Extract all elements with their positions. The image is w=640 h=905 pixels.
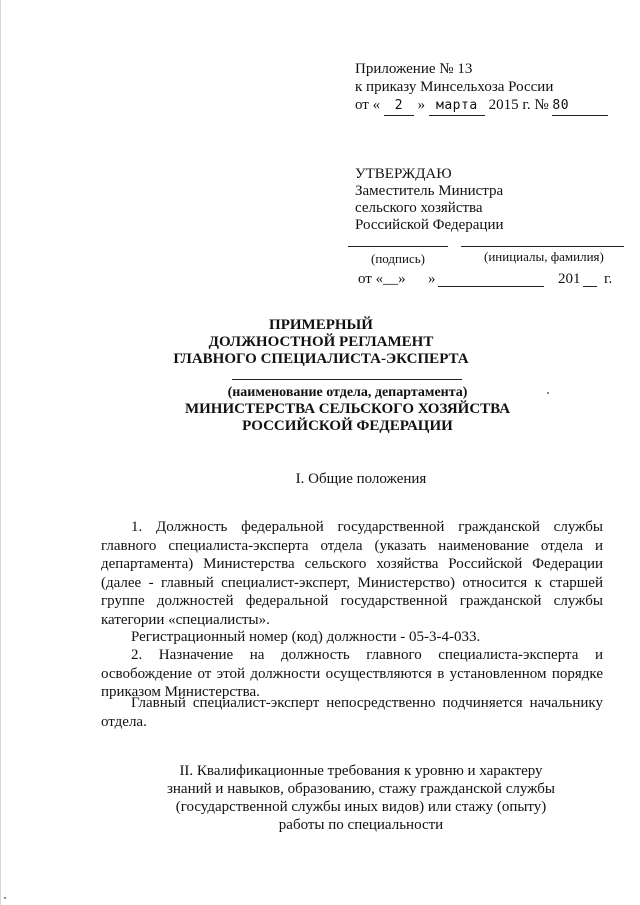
appendix-ot: от « <box>355 97 381 113</box>
section-1-paragraph-4: Главный специалист-эксперт непосредственно подчиняется начальнику отдела. <box>101 695 603 730</box>
section-1-paragraph-1: 1. Должность федеральной государственной гражданской службы главного специалиста-эксперта отдела (указать наименование отдела и департамента) Министерства сельского хозяйства Российской Федерации (далее - главный специалист-эксперт, Министерство) относится к старшей группе должностей федеральной государственной гражданской службы категории «специалисты». <box>101 519 603 628</box>
section-2-heading-2: знаний и навыков, образованию, стажу гражданской службы <box>166 781 556 797</box>
section-2-heading-3: (государственной службы иных видов) или стажу (опыту) <box>175 799 547 815</box>
section-2-heading-1: II. Квалификационные требования к уровню и характеру <box>179 763 543 779</box>
appendix-day: 2 <box>384 97 414 116</box>
section-1-paragraph-3: 2. Назначение на должность главного специалиста-эксперта и освобождение от этой должности осуществляются в установленном порядке приказом Министерства. <box>101 647 603 701</box>
section-1-paragraph-2: Регистрационный номер (код) должности - 05-3-4-033. <box>131 629 481 645</box>
appendix-month: марта <box>429 97 485 116</box>
approve-date-year: 201 <box>558 271 581 287</box>
doc-title-3: ГЛАВНОГО СПЕЦИАЛИСТА-ЭКСПЕРТА <box>173 351 469 367</box>
doc-title-1: ПРИМЕРНЫЙ <box>269 317 373 333</box>
approve-date-g: г. <box>604 271 613 287</box>
approve-date-ot: от «__» <box>358 271 406 287</box>
approve-position-3: Российской Федерации <box>355 217 504 233</box>
signature-caption: (подпись) <box>371 251 425 266</box>
approve-month-line <box>438 286 544 287</box>
appendix-order: к приказу Минсельхоза России <box>355 79 554 95</box>
name-line <box>461 246 624 247</box>
approve-date-close: » <box>428 271 436 287</box>
approve-title: УТВЕРЖДАЮ <box>355 166 452 182</box>
approve-position-2: сельского хозяйства <box>355 200 483 216</box>
approve-year-line <box>583 286 597 287</box>
appendix-year: 2015 г. № <box>488 97 549 113</box>
ministry-name-2: РОССИЙСКОЙ ФЕДЕРАЦИИ <box>242 418 453 434</box>
department-line <box>232 379 462 380</box>
signature-line <box>348 246 448 247</box>
appendix-order-number: 80 <box>552 97 608 116</box>
scan-speck <box>547 392 549 394</box>
appendix-close-quote: » <box>417 97 426 113</box>
section-1-heading: I. Общие положения <box>295 471 427 487</box>
section-2-heading-4: работы по специальности <box>278 817 444 833</box>
department-caption: (наименование отдела, департамента) <box>227 385 468 400</box>
name-caption: (инициалы, фамилия) <box>484 249 604 264</box>
appendix-date-line <box>355 96 608 116</box>
ministry-name-1: МИНИСТЕРСТВА СЕЛЬСКОГО ХОЗЯЙСТВА <box>184 401 511 417</box>
approve-position-1: Заместитель Министра <box>355 183 504 199</box>
scan-speck-2 <box>4 897 6 899</box>
appendix-number: Приложение № 13 <box>355 61 473 77</box>
doc-title-2: ДОЛЖНОСТНОЙ РЕГЛАМЕНТ <box>208 334 434 350</box>
